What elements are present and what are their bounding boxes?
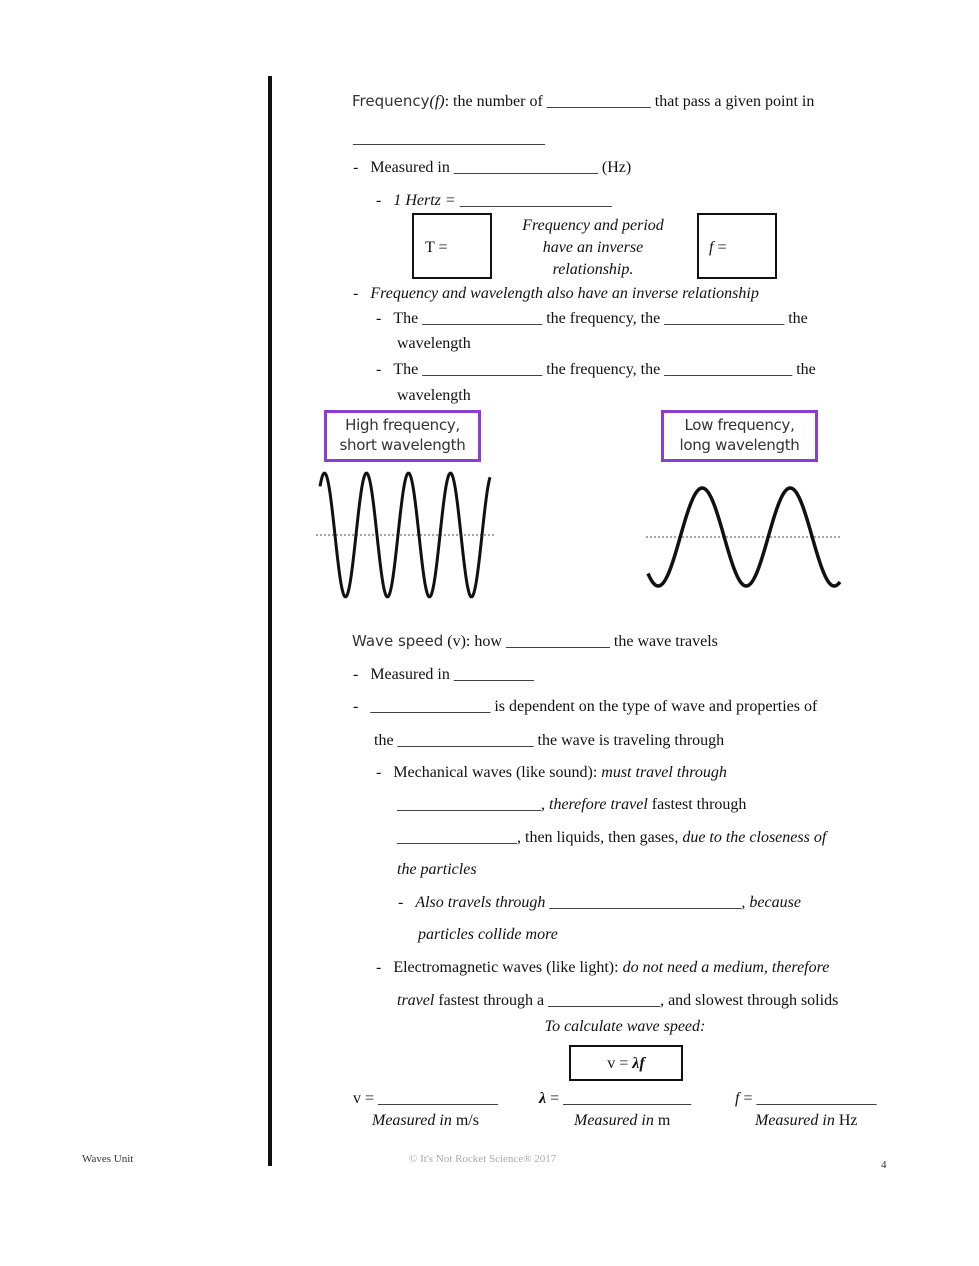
also-a: Also travels through <box>415 894 546 911</box>
wave-speed-formula-box <box>569 1045 683 1081</box>
low-frequency-label-2: long wavelength <box>679 436 800 454</box>
f-blank: = _______________ <box>739 1090 877 1107</box>
low-frequency-label-1: Low frequency, <box>684 416 795 434</box>
relationship-bullet-2-text: The _______________ the frequency, the ________________ the <box>393 361 816 378</box>
v-equation: v = _______________ <box>353 1090 499 1107</box>
formula-lambda-f: λf <box>632 1055 645 1072</box>
em-bullet: - Electromagnetic waves (like light): do not need a medium, therefore <box>376 959 830 976</box>
f-measured-word: Measured in <box>755 1112 835 1129</box>
low-frequency-label-box <box>661 410 818 462</box>
also-line-2 <box>418 926 558 944</box>
mechanical-line-2 <box>397 796 746 814</box>
em-text-b: do not need a medium, therefore <box>622 959 830 976</box>
footer-copyright: © It's Not Rocket Science® 2017 <box>409 1153 557 1165</box>
inverse-note <box>500 215 686 281</box>
frequency-box-label <box>709 239 726 257</box>
also-b: ________________________ <box>545 894 742 911</box>
frequency-measured-text: Measured in __________________ (Hz) <box>370 159 632 176</box>
dependence-text-1: _______________ is dependent on the type of wave and properties of <box>370 698 818 715</box>
v-measured-word: Measured in <box>372 1112 452 1129</box>
calc-heading <box>500 1018 750 1036</box>
inverse-note-line-1: Frequency and period <box>522 217 664 234</box>
mechanical-text-b: must travel through <box>601 764 727 781</box>
frequency-symbol: (f) <box>429 93 445 110</box>
period-box <box>412 213 492 279</box>
inverse-note-line-2: have an inverse <box>542 239 644 256</box>
relationship-bullet-1: - The _______________ the frequency, the _______________ the <box>376 310 808 327</box>
mechanical-bullet: - Mechanical waves (like sound): must travel through <box>376 764 727 781</box>
dependence-bullet: - _______________ is dependent on the type of wave and properties of <box>353 698 818 715</box>
relationship-bullet-1-cont: wavelength <box>397 335 471 352</box>
low-frequency-wave-diagram <box>642 480 847 600</box>
wave-speed-formula <box>571 1055 681 1073</box>
frequency-term: Frequency <box>352 92 430 110</box>
also2-text: particles collide more <box>418 926 558 943</box>
lambda-symbol: λ <box>539 1090 547 1107</box>
lambda-measured-word: Measured in <box>574 1112 654 1129</box>
wave-speed-measured-bullet: - Measured in __________ <box>353 666 534 683</box>
em2-b: fastest through a ______________, and slowest through solids <box>434 992 839 1009</box>
page-number: 4 <box>881 1159 887 1171</box>
relationship-bullet-1-text: The _______________ the frequency, the _______________ the <box>393 310 808 327</box>
dependence-text-2: the _________________ the wave is traveling through <box>374 732 725 749</box>
em2-a: travel <box>397 992 435 1009</box>
frequency-box <box>697 213 777 279</box>
high-frequency-label-2: short wavelength <box>339 436 466 454</box>
wavelength-note-bullet: - Frequency and wavelength also have an inverse relationship <box>353 285 759 302</box>
mechanical-line-3 <box>397 829 826 847</box>
calc-heading-text: To calculate wave speed: <box>544 1018 706 1035</box>
mechanical2-b: , therefore travel <box>541 796 648 813</box>
f-unit-note <box>755 1112 858 1130</box>
mechanical3-a: _______________, then liquids, then gases, <box>397 829 683 846</box>
hertz-blank: = ___________________ <box>440 192 612 209</box>
lambda-unit: m <box>653 1112 671 1129</box>
high-frequency-wave-diagram <box>312 466 497 611</box>
f-symbol: f <box>735 1090 740 1107</box>
also-c: , because <box>741 894 801 911</box>
frequency-box-eq: = <box>713 239 727 256</box>
inverse-note-line-3: relationship. <box>552 261 634 278</box>
relationship-bullet-2-cont: wavelength <box>397 387 471 404</box>
hertz-label: 1 Hertz <box>393 192 441 209</box>
lambda-equation <box>539 1090 691 1108</box>
mechanical3-b: due to the closeness of <box>682 829 827 846</box>
margin-rule <box>268 76 272 1166</box>
high-frequency-label-box <box>324 410 481 462</box>
frequency-box-symbol: f <box>709 239 714 256</box>
mechanical4-text: the particles <box>397 861 477 878</box>
period-box-label: T = <box>425 239 448 256</box>
v-unit: m/s <box>451 1112 479 1129</box>
wavelength-note-text: Frequency and wavelength also have an inverse relationship <box>370 285 759 302</box>
mechanical2-c: fastest through <box>647 796 747 813</box>
mechanical2-a: __________________ <box>397 796 541 813</box>
em-text-a: Electromagnetic waves (like light): <box>393 959 623 976</box>
f-equation <box>735 1090 876 1108</box>
lambda-unit-note <box>574 1112 670 1130</box>
wave-speed-term: Wave speed <box>352 632 444 650</box>
frequency-def-text: : the number of _____________ that pass a given point in <box>444 93 815 110</box>
also-travels-bullet: - Also travels through ________________________, because <box>398 894 801 911</box>
mechanical-line-4 <box>397 861 477 879</box>
frequency-measured-bullet: - Measured in __________________ (Hz) <box>353 159 632 176</box>
frequency-blank-line: ________________________ <box>353 130 545 147</box>
wave-speed-definition <box>352 632 718 651</box>
footer-unit: Waves Unit <box>82 1153 134 1165</box>
lambda-blank: = ________________ <box>546 1090 692 1107</box>
em-line-2 <box>397 992 838 1010</box>
mechanical-text-a: Mechanical waves (like sound): <box>393 764 602 781</box>
high-frequency-label-1: High frequency, <box>345 416 460 434</box>
v-unit-note <box>372 1112 479 1130</box>
wave-speed-def-text: (v): how _____________ the wave travels <box>443 633 718 650</box>
hertz-bullet: - 1 Hertz = ___________________ <box>376 192 612 209</box>
frequency-definition <box>352 92 814 111</box>
relationship-bullet-2: - The _______________ the frequency, the ________________ the <box>376 361 816 378</box>
formula-v: v = <box>607 1055 633 1072</box>
f-unit: Hz <box>834 1112 858 1129</box>
wave-speed-measured-text: Measured in __________ <box>370 666 534 683</box>
